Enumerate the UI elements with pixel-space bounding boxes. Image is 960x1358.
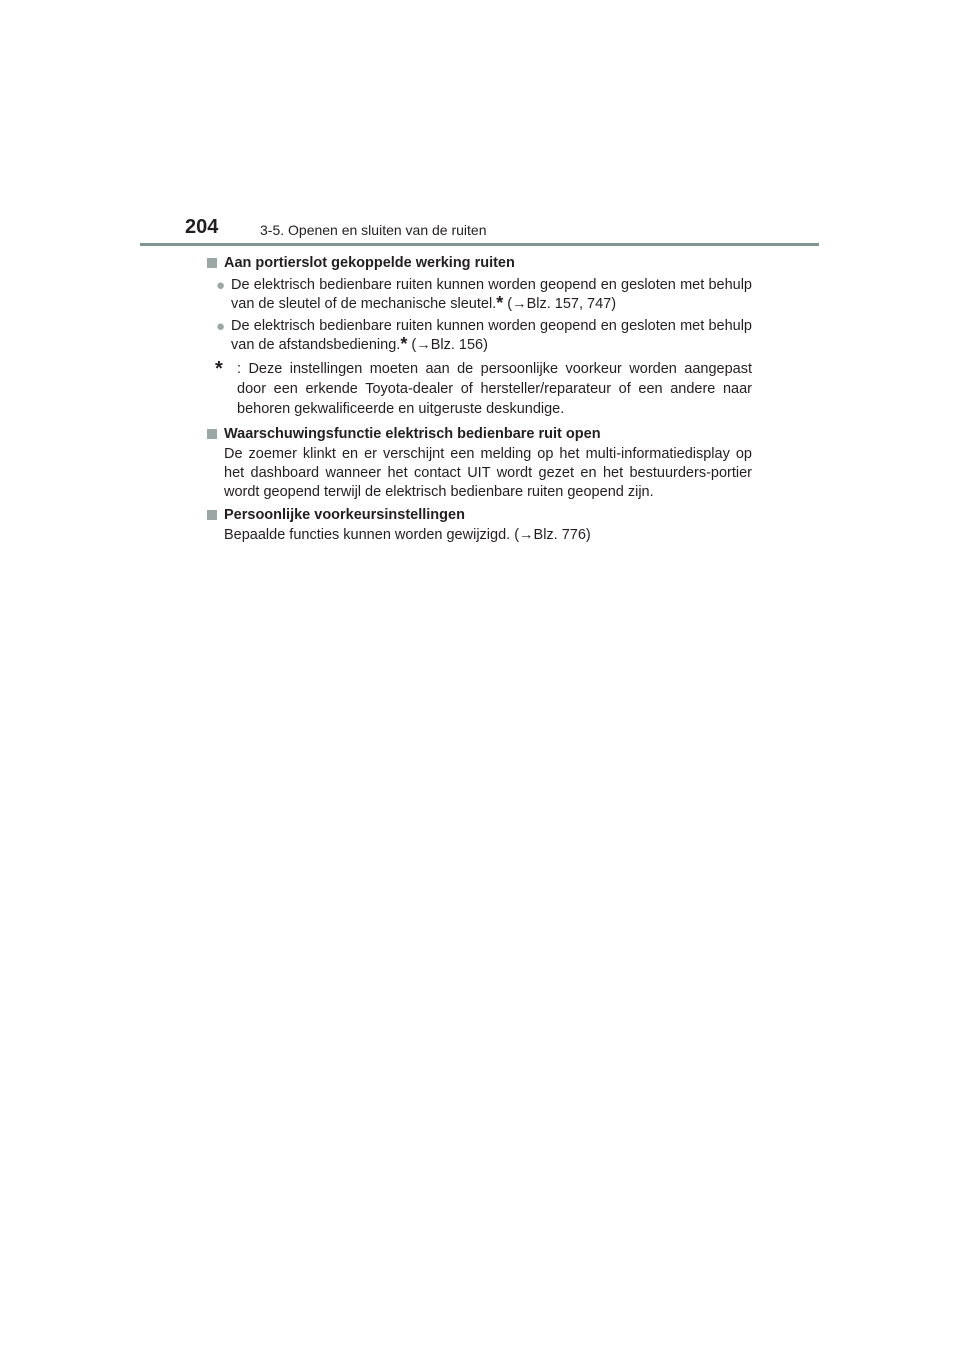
header-rule xyxy=(140,243,819,246)
section-waarschuwing xyxy=(207,425,752,502)
page-header xyxy=(185,216,825,246)
page-number: 204 xyxy=(185,216,219,238)
section-title: 3-5. Openen en sluiten van de ruiten xyxy=(260,222,487,238)
footnote-marker: * xyxy=(496,293,504,313)
section-heading: Persoonlijke voorkeursinstellingen xyxy=(207,506,752,525)
square-bullet-icon xyxy=(207,429,217,439)
section-heading: Aan portierslot gekoppelde werking ruiten xyxy=(207,254,752,273)
section-voorkeur xyxy=(207,506,752,545)
circle-bullet-icon: ● xyxy=(216,318,226,335)
page-reference: (→Blz. 157, 747) xyxy=(507,296,617,312)
footnote-marker: * xyxy=(400,334,408,354)
page-content xyxy=(207,254,752,549)
section-body: De zoemer klinkt en er verschijnt een melding op het multi-informatiedisplay op het dashboard wanneer het contact UIT wordt gezet en het bestuurders-portier wordt geopend terwijl de elektrisch bedienbare ruiten geopend zijn. xyxy=(224,446,752,500)
footnote-text: : Deze instellingen moeten aan de persoonlijke voorkeur worden aangepast door een erkende Toyota-dealer of hersteller/reparateur of een andere naar behoren gekwalificeerde en uitgeruste deskundige. xyxy=(237,361,752,417)
section-heading: Waarschuwingsfunctie elektrisch bedienbare ruit open xyxy=(207,425,752,444)
list-item: ● De elektrisch bedienbare ruiten kunnen worden geopend en gesloten met behulp van de afstandsbediening.* (→Blz. 156) xyxy=(207,317,752,355)
section-body: Bepaalde functies kunnen worden gewijzigd. (→Blz. 776) xyxy=(224,527,591,543)
section-portierslot xyxy=(207,254,752,419)
page-reference: (→Blz. 156) xyxy=(411,337,488,353)
footnote xyxy=(207,359,752,419)
circle-bullet-icon: ● xyxy=(216,277,226,294)
list-item: ● De elektrisch bedienbare ruiten kunnen worden geopend en gesloten met behulp van de sleutel of de mechanische sleutel.* (→Blz. 157, 747) xyxy=(207,276,752,314)
square-bullet-icon xyxy=(207,510,217,520)
square-bullet-icon xyxy=(207,258,217,268)
footnote-marker: * xyxy=(215,358,223,380)
